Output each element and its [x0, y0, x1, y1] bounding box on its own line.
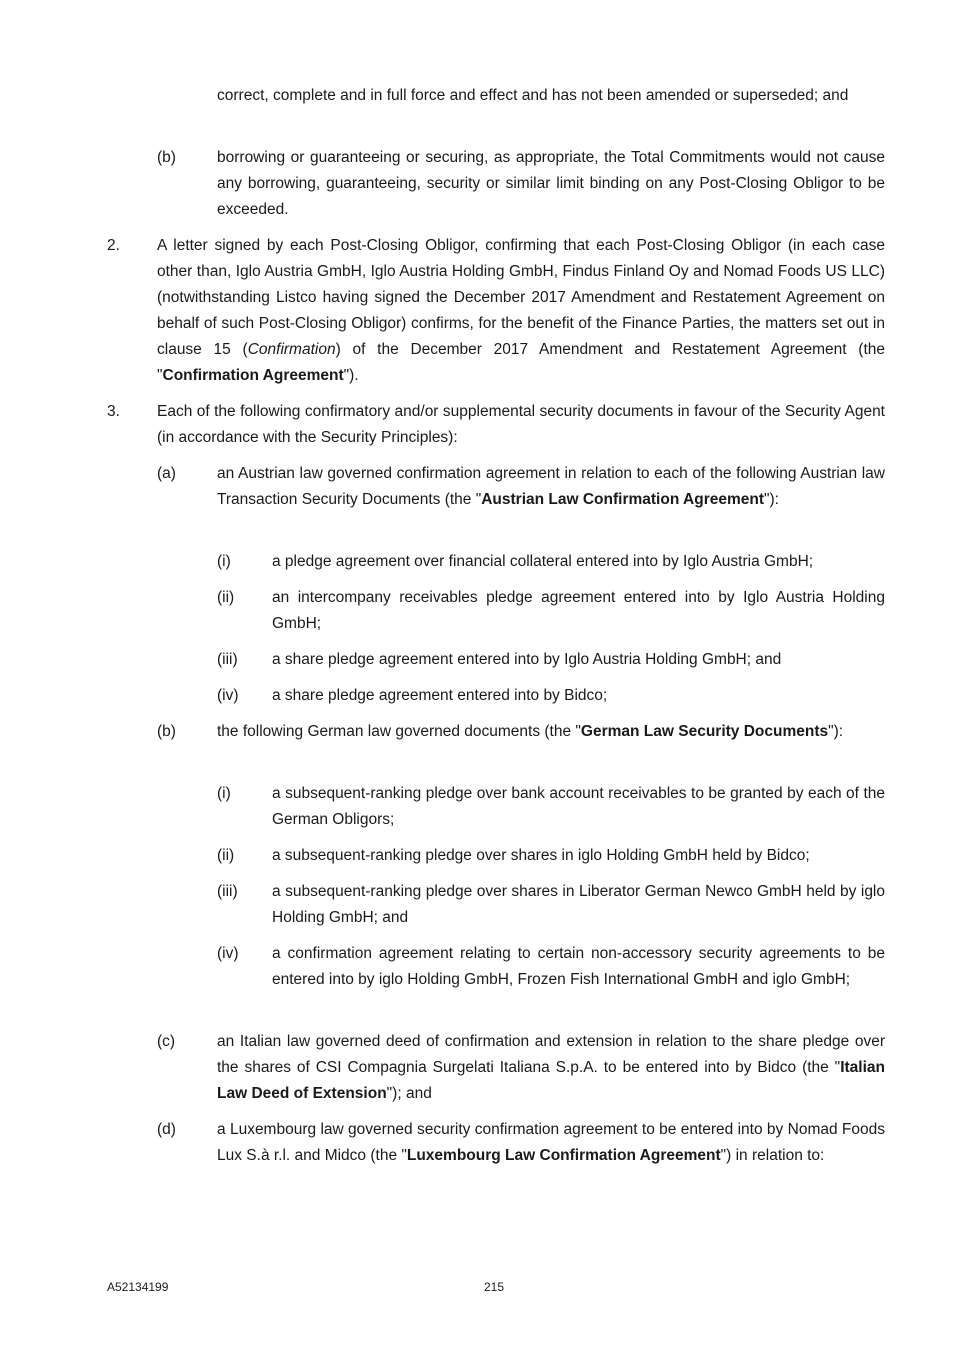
- item-3d-defined-term: Luxembourg Law Confirmation Agreement: [406, 1147, 721, 1164]
- item-3c-paragraph: [217, 1029, 885, 1107]
- item-2-text-after: ").: [343, 367, 359, 384]
- item-3c-label: (c): [157, 1033, 176, 1050]
- item-3a-paragraph: [217, 461, 885, 513]
- item-2-text-before: A letter signed by each Post-Closing Obligor, confirming that each Post-Closing Obligor (in each case other than, Iglo Austria GmbH, Iglo Austria Holding GmbH, Findus Finland Oy and Nomad Foods US LLC) (notwithstanding Listco having signed the December 2017 Amendment and Restatement Agreement on behalf of such Post-Closing Obligor) confirms, for the benefit of the Finance Parties, the matters set out in clause 15 (: [157, 237, 885, 358]
- item-3b-defined-term: German Law Security Documents: [580, 723, 829, 740]
- item-3c-text-before: an Italian law governed deed of confirmation and extension in relation to the share pledge over the shares of CSI Compagnia Surgelati Italiana S.p.A. to be entered into by Bidco (the ": [217, 1033, 885, 1076]
- item-3a-i-paragraph: a pledge agreement over financial collateral entered into by Iglo Austria GmbH;: [272, 553, 814, 570]
- item-3c-defined-term: Italian Law Deed of Extension: [217, 1059, 885, 1102]
- item-3a-iv-paragraph: a share pledge agreement entered into by Bidco;: [272, 687, 608, 704]
- item-2-defined-term: Confirmation Agreement: [162, 367, 344, 384]
- item-3b-text-after: "):: [828, 723, 844, 740]
- item-3d-paragraph: [217, 1117, 885, 1169]
- item-3a-label: (a): [157, 465, 176, 482]
- item-3a-ii-label: (ii): [217, 589, 235, 606]
- item-3b-label: (b): [157, 723, 176, 740]
- item-3b-iv-label: (iv): [217, 945, 239, 962]
- item-2-paragraph: [157, 233, 885, 389]
- item-3a-text-after: "):: [764, 491, 779, 508]
- item-3d-text-after: ") in relation to:: [720, 1147, 825, 1164]
- footer-page-number: 215: [484, 1280, 505, 1294]
- item-b-paragraph: borrowing or guaranteeing or securing, as appropriate, the Total Commitments would not cause any borrowing, guaranteeing, security or similar limit binding on any Post-Closing Obligor to be exceeded.: [217, 149, 885, 218]
- item-3b-text-before: the following German law governed documents (the ": [217, 723, 581, 740]
- item-3b-iv-paragraph: a confirmation agreement relating to certain non-accessory security agreements to be entered into by iglo Holding GmbH, Frozen Fish International GmbH and iglo GmbH;: [272, 945, 885, 988]
- item-3a-defined-term: Austrian Law Confirmation Agreement: [481, 491, 764, 508]
- item-2-italic: Confirmation: [247, 341, 336, 358]
- item-3a-i-label: (i): [217, 553, 231, 570]
- continuation-paragraph: correct, complete and in full force and effect and has not been amended or superseded; and: [217, 87, 849, 104]
- item-3b-i-paragraph: a subsequent-ranking pledge over bank account receivables to be granted by each of the German Obligors;: [272, 785, 885, 828]
- item-3b-ii-label: (ii): [217, 847, 235, 864]
- item-3b-i-label: (i): [217, 785, 231, 802]
- item-b-label: (b): [157, 149, 176, 166]
- item-3b-iii-label: (iii): [217, 883, 238, 900]
- item-3d-text-before: a Luxembourg law governed security confirmation agreement to be entered into by Nomad Foods Lux S.à r.l. and Midco (the ": [217, 1121, 885, 1164]
- item-3a-iii-label: (iii): [217, 651, 238, 668]
- item-2-text-middle: ) of the December 2017 Amendment and Restatement Agreement (the ": [157, 341, 886, 384]
- item-3d-label: (d): [157, 1121, 176, 1138]
- item-3a-iv-label: (iv): [217, 687, 239, 704]
- item-3-label: 3.: [107, 403, 120, 420]
- item-3b-paragraph: [217, 719, 885, 745]
- item-2-label: 2.: [107, 237, 120, 254]
- item-3a-iii-paragraph: a share pledge agreement entered into by Iglo Austria Holding GmbH; and: [272, 651, 782, 668]
- item-3b-iii-paragraph: a subsequent-ranking pledge over shares in Liberator German Newco GmbH held by iglo Holding GmbH; and: [272, 883, 885, 926]
- item-3-paragraph: Each of the following confirmatory and/or supplemental security documents in favour of the Security Agent (in accordance with the Security Principles):: [157, 403, 885, 446]
- item-3c-text-after: "); and: [386, 1085, 432, 1102]
- footer-doc-ref: A52134199: [107, 1280, 169, 1294]
- item-3a-text-before: an Austrian law governed confirmation agreement in relation to each of the following Austrian law Transaction Security Documents (the ": [217, 465, 885, 508]
- item-3b-ii-paragraph: a subsequent-ranking pledge over shares in iglo Holding GmbH held by Bidco;: [272, 847, 810, 864]
- item-3a-ii-paragraph: an intercompany receivables pledge agreement entered into by Iglo Austria Holding GmbH;: [272, 589, 885, 632]
